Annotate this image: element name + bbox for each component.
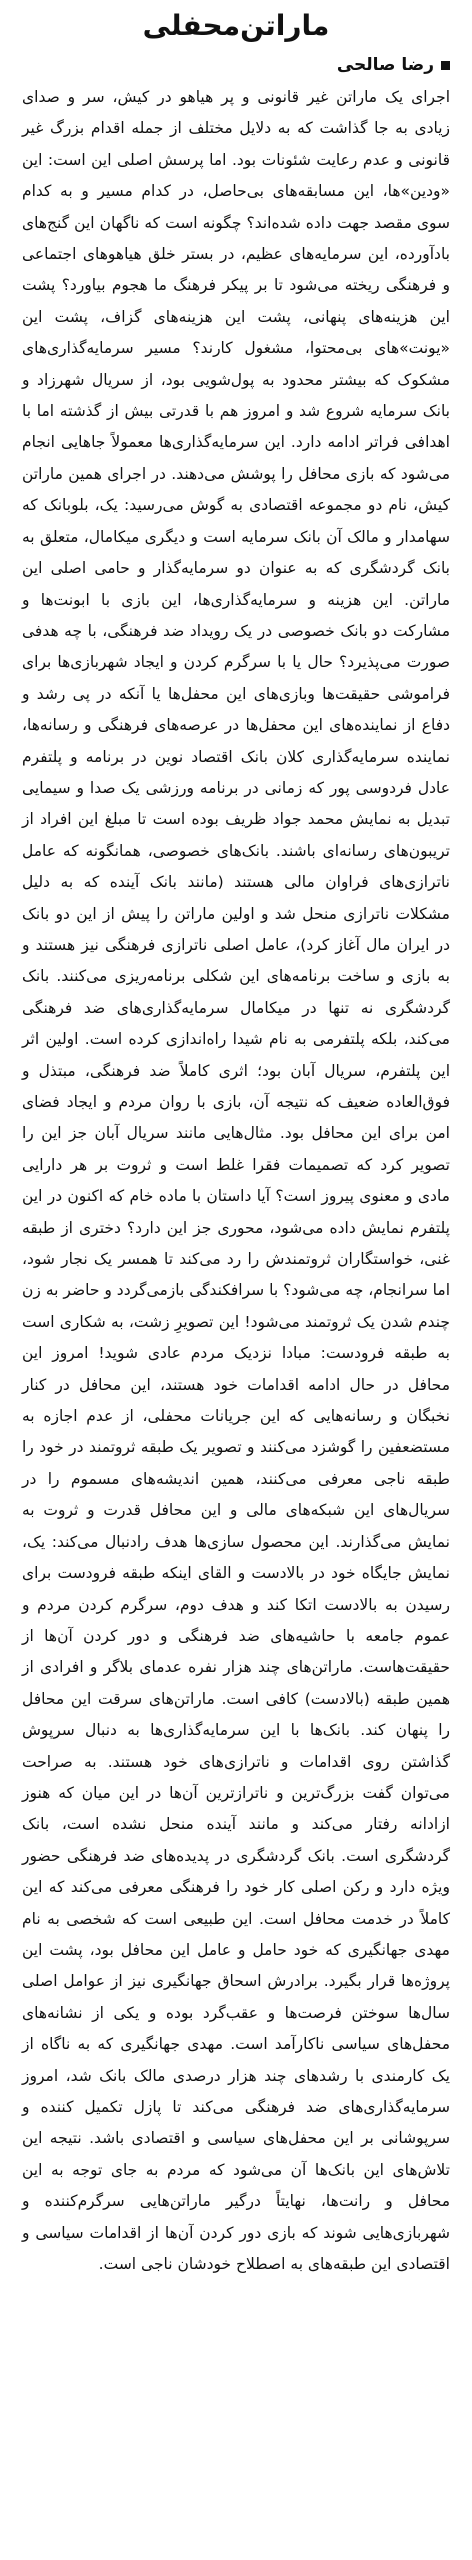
article-body: اجرای یک ماراتن غیر قانونی و پر هیاهو در کیش، سر و صدای زیادی به جا گذاشت که به دلایل مختلف از جمله اقدام بزرگ غیر قانونی و عدم رعایت شئونات بود. اما پرسش اصلی این است: این «ودین»ها، این مسابقه‌های بی‌حاصل، در کدام مسیر و به کدام سوی مقصد جهت داده شده‌اند؟ چگونه است که ناگهان این گنج‌های بادآورده، این سرمایه‌های عظیم، در بستر خلق هیاهوهای اجتماعی و فرهنگی ریخته می‌شود تا بر پیکر فرهنگ ما هجوم بیاورد؟ پشت این هزینه‌های پنهانی، پشت این هزینه‌های گزاف، پشت این «یونت»های بی‌محتوا، مشغول کارند؟ مسیر سرمایه‌گذاری‌های مشکوک که بیشتر محدود به پول‌شویی بود، از سریال شهرزاد و بانک سرمایه شروع شد و امروز هم با قدرتی بیش از گذشته اما با اهدافی فراتر ادامه دارد. این سرمایه‌گذاری‌ها معمولاً جاهایی انجام می‌شود که بازی محافل را پوشش می‌دهند. در اجرای همین ماراتن کیش، نام دو مجموعه اقتصادی به گوش می‌رسید: یک، بلوبانک که سهامدار و مالک آن بانک سرمایه است و دیگری میکامال، متعلق به بانک گردشگری که به عنوان دو سرمایه‌گذار و حامی اصلی این ماراتن. این هزینه و سرمایه‌گذاری‌ها، این بازی با ابونت‌ها و مشارکت دو بانک خصوصی در یک رویداد ضد فرهنگی، با چه هدفی صورت می‌پذیرد؟ حال یا با سرگرم کردن و ایجاد شهربازی‌ها برای فراموشی حقیقت‌ها وبازی‌های این محفل‌ها یا آنکه در پی رشد و دفاع از نماینده‌های این محفل‌ها در عرصه‌های فرهنگی و رسانه‌ها، نماینده سرمایه‌گذاری کلان بانک اقتصاد نوین در برنامه و پلتفرم عادل فردوسی پور که زمانی در برنامه ورزشی یک صدا و سیمایی تبدیل به نمایش محمد جواد ظریف بوده است تا مبلغ این افراد از تریبون‌های رسانه‌ای باشند. بانک‌های خصوصی، همانگونه که عامل ناترازی‌های فراوان مالی هستند (مانند بانک آینده که به دلیل مشکلات ناترازی منحل شد و اولین ماراتن را پیش از این دو بانک در ایران مال آغاز کرد)، عامل اصلی ناترازی فرهنگی نیز هستند و به بازی و ساخت برنامه‌های این شکلی برنامه‌ریزی می‌کنند. بانک گردشگری نه تنها در میکامال سرمایه‌گذاری‌های ضد فرهنگی می‌کند، بلکه پلتفرمی به نام شیدا راه‌اندازی کرده است. اولین اثر این پلتفرم، سریال آبان بود؛ اثری کاملاً ضد فرهنگی، مبتذل و فوق‌العاده ضعیف که نتیجه آن، بازی با روان مردم و ایجاد فضای امن برای این محافل بود. مثال‌هایی مانند سریال آبان جز این را تصویر کرد که تصمیمات فقرا غلط است و ثروت بر هر دارایی مادی و معنوی پیروز است؟ آیا داستان با ماده خام که اکنون در این پلتفرم نمایش داده می‌شود، محوری جز این دارد؟ دختری از طبقه غنی، خواستگاران ثروتمندش را رد می‌کند تا همسر یک نجار شود، اما سرانجام، چه می‌شود؟ با سرافکندگی بازمی‌گردد و حاضر به زن چندم شدن یک ثروتمند می‌شود! این تصویرِ زشت، به شکاری است به طبقه فرودست: مبادا نزدیک مردم عادی شوید! امروز این محافل در حال ادامه اقدامات خود هستند، این محافل در کنار نخبگان و رسانه‌هایی که این جریانات محفلی، از عدم اجازه به مستضعفین را گوشزد می‌کنند و تصویر یک طبقه ثروتمند در خود را طبقه ناجی معرفی می‌کنند، همین اندیشه‌های مسموم را در سریال‌های این شبکه‌های مالی و این محافل قدرت و ثروت به نمایش می‌گذارند. این محصول سازی‌ها هدف رادنبال می‌کند: یک، نمایش جایگاه خود در بالادست و القای اینکه طبقه فرودست برای رسیدن به بالادست اتکا کند و هدف دوم، سرگرم کردن مردم و عموم جامعه با حاشیه‌های ضد فرهنگی و دور کردن آن‌ها از حقیقت‌هاست. ماراتن‌های چند هزار نفره عدمای بلاگر و افرادی از همین طبقه (بالادست) کافی است. ماراتن‌های سرقت این محافل را پنهان کند. بانک‌ها با این سرمایه‌گذاری‌ها به دنبال سرپوش گذاشتن روی اقدامات و ناترازی‌های خود هستند. به صراحت می‌توان گفت بزرگ‌ترین و ناترازترین آن‌ها در این میان که هنوز ازادانه رفتار می‌کند و مانند آینده منحل نشده است، بانک گردشگری است. بانک گردشگری در پدیده‌های ضد فرهنگی حضور ویژه دارد و رکن اصلی کار خود را فرهنگی معرفی می‌کند که این کاملاً در خدمت محافل است. این طبیعی است که شخصی به نام مهدی جهانگیری که خود حامل و عامل این محافل بود، پشت این پروژه‌ها قرار بگیرد. برادرش اسحاق جهانگیری نیز از عوامل اصلی سال‌ها سوختن فرصت‌ها و عقب‌گرد بوده و یکی از نشانه‌های محفل‌های سیاسی ناکارآمد است. مهدی جهانگیری که به ناگاه از یک کارمندی با رشدهای چند هزار درصدی مالک بانک شد، امروز سرمایه‌گذاری‌های ضد فرهنگی می‌کند تا پازل تکمیل کننده و سرپوشانی بر این محفل‌های سیاسی و اقتصادی باشد. نتیجه این تلاش‌های این بانک‌ها آن می‌شود که مردم به جای توجه به این محافل و رانت‌ها، نهایتاً درگیر ماراتن‌هایی سرگرم‌کننده و شهربازی‌هایی شوند که بازی دور کردن آن‌ها از اقدامات سیاسی و اقتصادی این طبقه‌های به اصطلاح خودشان ناجی است.: [22, 88, 450, 2274]
article-title: ماراتن‌محفلی: [142, 9, 330, 42]
byline: [22, 54, 450, 76]
bullet-square-icon: [441, 61, 450, 70]
author-name: رضا صالحی: [336, 55, 434, 75]
